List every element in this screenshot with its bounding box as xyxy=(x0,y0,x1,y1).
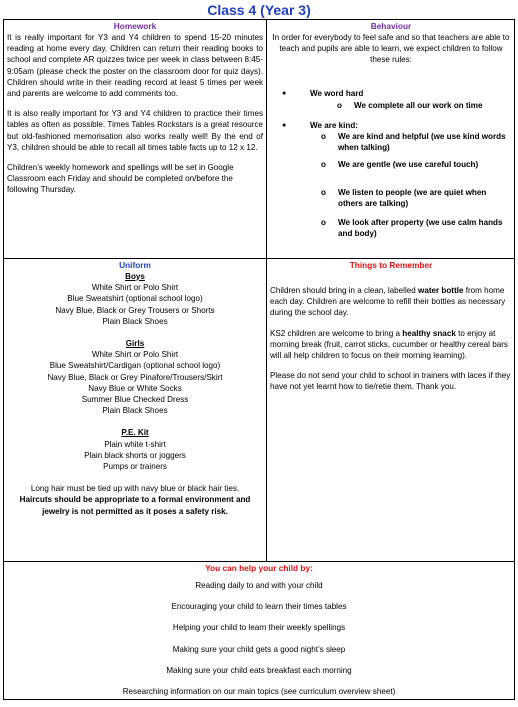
boys-item: White Shirt or Polo Shirt xyxy=(91,283,179,293)
hair-note: Long hair must be tied up with navy blue or black hair ties. xyxy=(30,484,240,494)
bullet-hollow: o xyxy=(321,159,326,169)
help-heading: You can help your child by: xyxy=(205,563,313,573)
rule-work-hard-label: We word hard xyxy=(310,88,364,98)
rule-kind-helpful xyxy=(270,131,512,159)
pe-item: Pumps or trainers xyxy=(103,462,167,472)
pe-item: Plain black shorts or joggers xyxy=(84,450,186,460)
rule-kind-helpful-label: We are kind and helpful (we use kind words when talking) xyxy=(338,131,506,152)
rule-property-label: We look after property (we use calm hands and body) xyxy=(338,217,503,238)
class-info-sheet xyxy=(3,0,515,700)
table-border-left xyxy=(3,19,4,700)
help-item: Encouraging your child to learn their times tables xyxy=(171,602,347,612)
snack-text: KS2 children are welcome to bring a healthy snack to enjoy at morning break (fruit, carrot sticks, cucumber or healthy cereal bars will all help children to focus on their morning learning). xyxy=(270,328,508,361)
homework-cell xyxy=(7,20,263,205)
homework-reading-text: It is really important for Y3 and Y4 children to spend 15-20 minutes reading at home every day. Children can return their reading books to school and complete AR quizzes twice per week in class between 8:45-9:05am (please check the poster on the classroom door for quiz days). Children should write in their reading record at least 5 times per week and parents are welcome to add comments too. xyxy=(7,33,263,99)
haircut-jewelry-note: Haircuts should be appropriate to a formal environment and jewelry is not permitted as it poses a safety risk. xyxy=(19,495,251,516)
pe-kit-heading: P.E. Kit xyxy=(121,428,149,438)
behaviour-intro: In order for everybody to feel safe and so that teachers are able to teach and pupils are able to learn, we expect children to follow these rules: xyxy=(272,33,510,65)
help-item: Making sure your child gets a good night’s sleep xyxy=(172,644,346,654)
girls-item: Summer Blue Checked Dress xyxy=(81,395,189,405)
page-title: Class 4 (Year 3) xyxy=(207,2,311,18)
help-item: Helping your child to learn their weekly spellings xyxy=(172,623,346,633)
girls-item: White Shirt or Polo Shirt xyxy=(91,350,179,360)
bullet-hollow: o xyxy=(321,131,326,141)
behaviour-heading: Behaviour xyxy=(370,21,412,31)
column-divider xyxy=(266,19,267,561)
girls-item: Plain Black Shoes xyxy=(102,406,168,416)
rule-property xyxy=(270,217,512,239)
help-item: Researching information on our main topics (see curriculum overview sheet) xyxy=(122,687,396,697)
remember-cell xyxy=(270,259,512,402)
boys-item: Blue Sweatshirt (optional school logo) xyxy=(67,294,203,304)
uniform-cell xyxy=(7,259,263,517)
rule-kind-label: We are kind: xyxy=(310,120,358,130)
homework-times-tables-text: It is also really important for Y3 and Y4 children to practice their times tables as often as possible. Times Tables Rockstars is a great resource but old-fashioned memorisation also works really well! By the end of Y3, children should be able to recall all times table facts up to 12 x 12. xyxy=(7,109,263,152)
help-item: Making sure your child eats breakfast each morning xyxy=(166,665,352,675)
boys-heading: Boys xyxy=(125,272,145,281)
girls-item: Navy Blue or White Socks xyxy=(88,383,182,393)
bullet-hollow: o xyxy=(321,187,326,197)
rule-listen-label: We listen to people (we are quiet when others are talking) xyxy=(338,187,487,208)
table-border-right xyxy=(514,19,515,700)
help-cell xyxy=(7,562,511,707)
homework-weekly-text: Children’s weekly homework and spellings will be set in Google Classroom each Friday and should be completed on/before the following Thursday. xyxy=(7,163,234,195)
behaviour-cell xyxy=(270,20,512,239)
rule-gentle xyxy=(270,159,512,187)
rule-listen xyxy=(270,187,512,217)
uniform-heading: Uniform xyxy=(119,260,151,270)
girls-item: Navy Blue, Black or Grey Pinafore/Trousers/Skirt xyxy=(47,372,223,382)
boys-item: Plain Black Shoes xyxy=(102,316,168,326)
girls-item: Blue Sweatshirt/Cardigan (optional school logo) xyxy=(49,361,221,371)
boys-item: Navy Blue, Black or Grey Trousers or Shorts xyxy=(55,305,215,315)
water-bottle-text: Children should bring in a clean, labelled water bottle from home each day. Children are welcome to refill their bottles as necessary during the school day. xyxy=(270,286,506,318)
water-bottle-highlight: water bottle xyxy=(418,286,464,295)
rule-work-hard xyxy=(270,88,512,100)
bullet-filled: ● xyxy=(282,121,287,129)
girls-heading: Girls xyxy=(125,339,145,349)
bullet-hollow: o xyxy=(321,217,326,227)
bullet-hollow: o xyxy=(337,100,342,110)
homework-heading: Homework xyxy=(113,21,157,31)
help-item: Reading daily to and with your child xyxy=(195,581,323,590)
bullet-filled: ● xyxy=(282,89,287,97)
rule-complete-work-label: We complete all our work on time xyxy=(354,100,483,110)
remember-heading: Things to Remember xyxy=(349,260,433,270)
rule-kind xyxy=(270,120,512,131)
trainers-text: Please do not send your child to school in trainers with laces if they have not yet learnt how to tie/retie them. Thank you. xyxy=(270,371,511,392)
pe-item: Plain white t-shirt xyxy=(104,439,166,449)
rule-gentle-label: We are gentle (we use careful touch) xyxy=(338,159,479,169)
rule-complete-work xyxy=(270,100,512,120)
healthy-snack-highlight: healthy snack xyxy=(402,328,456,338)
